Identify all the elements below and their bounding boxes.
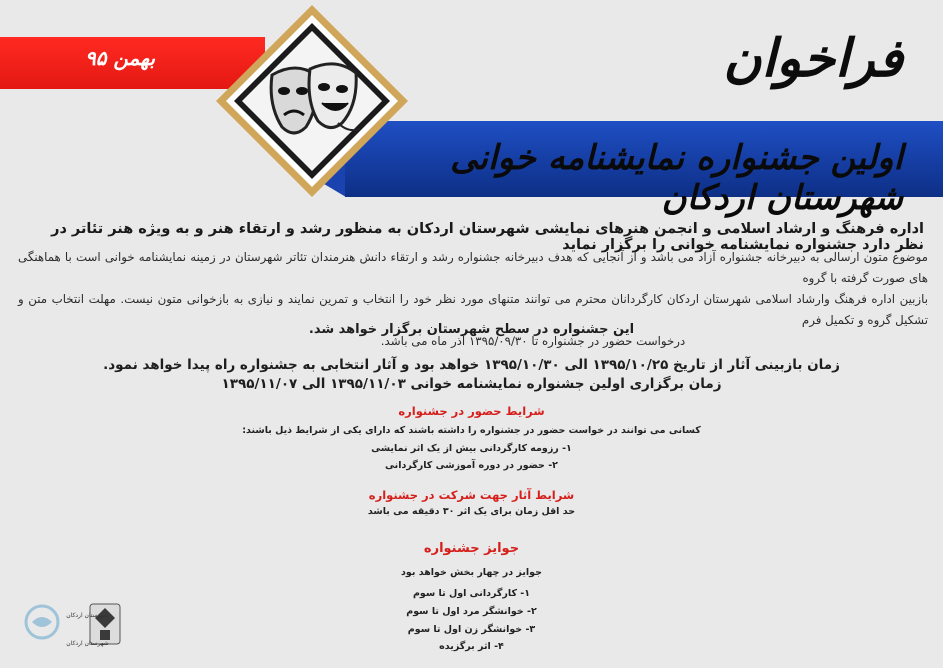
month-label: بهمن ۹۵ (84, 46, 156, 70)
logo-caption: شهرستان اردکان (66, 612, 109, 619)
condition-item: ۱- رزومه کارگردانی بیش از یک اثر نمایشی (371, 443, 572, 454)
page-title: فراخوان (723, 28, 903, 89)
venue-line: این جشنواره در سطح شهرستان برگزار خواهد شد. (308, 322, 635, 337)
prize-item: ۲- خوانشگر مرد اول تا سوم (406, 606, 537, 617)
festival-title: اولین جشنواره نمایشنامه خوانی شهرستان اردکان (450, 138, 903, 218)
theatre-masks-emblem (214, 3, 410, 199)
paragraph-line: موضوع متون ارسالی به دبیرخانه جشنواره آزاد می باشد و از آنجایی که هدف دبیرخانه جشنواره رشد و ارتقاء دانش هنرمندان تئاتر شهرستان در زمینه نمایشنامه خوانی است با هماهنگی های صورت گرفته با گروه (18, 250, 928, 285)
conditions-title: شرایط حضور در جشنواره (398, 404, 545, 418)
prize-item: ۳- خوانشگر زن اول تا سوم (407, 624, 536, 635)
festival-dates-line: زمان برگزاری اولین جشنواره نمایشنامه خوانی ۱۳۹۵/۱۱/۰۳ الی ۱۳۹۵/۱۱/۰۷ (221, 376, 722, 392)
intro-headline: اداره فرهنگ و ارشاد اسلامی و انجمن هنرهای نمایشی شهرستان اردکان به منظور رشد و ارتقاء هنر و به ویژه هنر تئاتر در نظر دارد جشنواره نمایشنامه خوانی را برگزار نماید (51, 221, 924, 253)
prize-item: ۴- اثر برگزیده (439, 641, 504, 652)
prizes-title: جوایز جشنواره (423, 541, 520, 556)
organizer-logos (2, 598, 134, 664)
paragraph-line: درخواست حضور در جشنواره تا ۱۳۹۵/۰۹/۳۰ آذر ماه می باشد. (380, 334, 686, 348)
prize-item: ۱- کارگردانی اول تا سوم (412, 588, 531, 599)
works-conditions-title: شرایط آثار جهت شرکت در جشنواره (368, 488, 575, 502)
prizes-lead: جوایز در چهار بخش خواهد بود (401, 567, 542, 578)
paragraph-line: بازبین اداره فرهنگ وارشاد اسلامی شهرستان اردکان کارگردانان محترم می توانند متنهای مورد نظر خود را انتخاب و تمرین نمایند و نیازی به بازخوانی متون نیست. مهلت انتخاب متن و تشکیل گروه و تکمیل فرم (18, 292, 928, 327)
logo-caption: شهرستان اردکان (66, 640, 109, 647)
works-conditions-line: حد اقل زمان برای یک اثر ۳۰ دقیقه می باشد (367, 506, 576, 517)
review-dates-line: زمان بازبینی آثار از تاریخ ۱۳۹۵/۱۰/۲۵ الی ۱۳۹۵/۱۰/۳۰ خواهد بود و آثار انتخابی به جشنواره راه پیدا خواهد نمود. (103, 357, 840, 373)
condition-item: ۲- حضور در دوره آموزشی کارگردانی (385, 460, 558, 471)
conditions-lead: کسانی می توانند در خواست حضور در جشنواره را داشته باشند که دارای یکی از شرایط ذیل باشند: (242, 425, 701, 436)
